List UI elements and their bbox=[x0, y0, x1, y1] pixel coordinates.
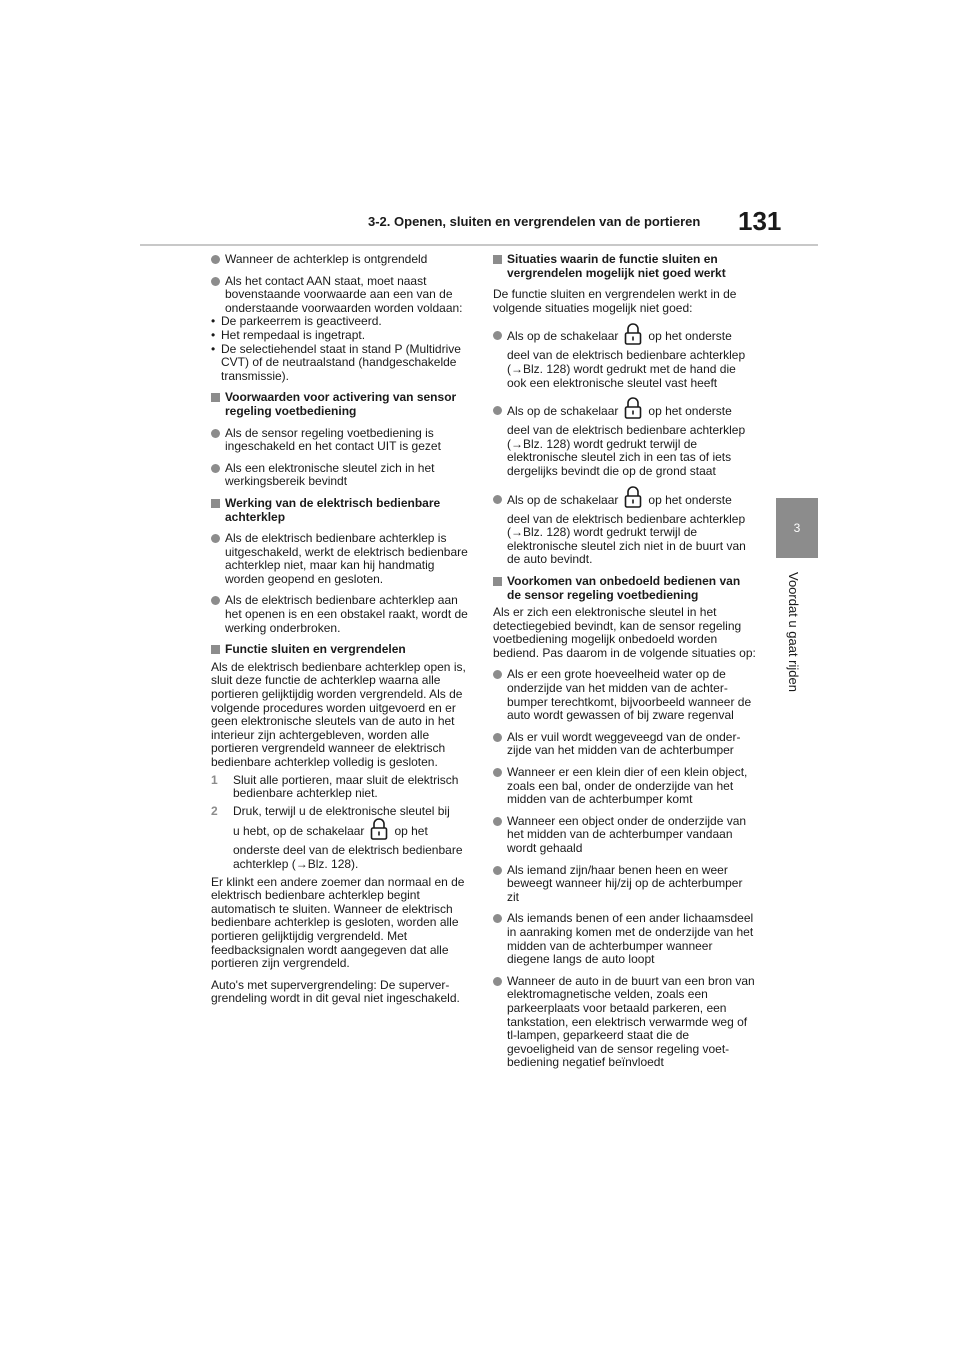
list-item bbox=[493, 323, 757, 390]
list-item-text: Als op de schakelaar bbox=[507, 329, 619, 344]
section-heading-text: Functie sluiten en vergrendelen bbox=[225, 642, 406, 657]
sub-bullet-mark: • bbox=[211, 314, 216, 329]
sub-bullet-mark: • bbox=[211, 341, 216, 356]
bullet-icon bbox=[493, 866, 502, 875]
step-number: 1 bbox=[211, 772, 218, 787]
list-item bbox=[211, 253, 473, 267]
list-item-text-with-icon bbox=[507, 398, 757, 424]
body-paragraph: Er klinkt een andere zoemer dan normaal en de elektrisch bedienbare achterklep begint automatisch te sluiten. Wanneer de elektrisch bedienbare achterklep is gesloten, worden alle portieren gelijktijdig vergrendeld. Met feedbacksignalen wordt aangegeven dat alle portieren zijn vergrendeld. bbox=[211, 874, 465, 971]
page-number: 131 bbox=[738, 206, 782, 236]
step-text: op het bbox=[394, 824, 428, 839]
bullet-icon bbox=[493, 670, 502, 679]
list-item-text: Als een elektronische sleutel zich in het werkingsbereik bevindt bbox=[225, 460, 435, 489]
list-item-text: op het onderste bbox=[648, 404, 732, 419]
sub-list-item bbox=[211, 343, 473, 384]
section-heading bbox=[493, 575, 757, 602]
step-text: Druk, terwijl u de elektronische sleutel bij bbox=[233, 803, 450, 818]
padlock-switch-icon bbox=[624, 322, 642, 346]
list-item-text: Als iemands benen of een ander lichaamsdeel in aanraking komen met de onderzijde van het midden van de achterbumper wanneer diegene langs de auto loopt bbox=[507, 911, 754, 967]
body-paragraph: Als er zich een elektronische sleutel in het detectiegebied bevindt, kan de sensor regeling voetbediening mogelijk onbedoeld worden bediend. Pas daarom in de volgende situaties op: bbox=[493, 605, 756, 660]
list-item-text: Wanneer de achterklep is ontgrendeld bbox=[225, 252, 428, 266]
list-item-text: op het onderste bbox=[648, 492, 732, 507]
bullet-icon bbox=[493, 331, 502, 340]
heading-marker-icon bbox=[211, 645, 220, 654]
padlock-switch-icon bbox=[624, 485, 642, 509]
sub-bullet-mark: • bbox=[211, 327, 216, 342]
list-item-text: deel van de elektrisch bedienbare achterklep (→Blz. 128) wordt gedrukt terwijl de elektronische sleutel zich niet in de buurt van de auto bevindt. bbox=[507, 511, 746, 567]
list-item bbox=[493, 815, 757, 856]
section-heading-text: Werking van de elektrisch bedienbare achterklep bbox=[225, 495, 441, 524]
list-item bbox=[493, 975, 757, 1070]
section-title: 3-2. Openen, sluiten en vergrendelen van de portieren bbox=[368, 214, 701, 229]
sub-list-item-text: Het rempedaal is ingetrapt. bbox=[221, 327, 366, 342]
list-item-text: Als er een grote hoeveelheid water op de onderzijde van het midden van de achterbumper terechtkomt, bijvoorbeeld wanneer de auto wordt gewassen of bij zware regenval bbox=[507, 667, 752, 723]
list-item bbox=[211, 594, 473, 635]
padlock-switch-icon bbox=[370, 817, 388, 841]
heading-marker-icon bbox=[211, 393, 220, 402]
bullet-icon bbox=[493, 495, 502, 504]
section-heading bbox=[211, 497, 473, 524]
list-item-text: Als het contact AAN staat, moet naast bovenstaande voorwaarde aan een van de onderstaande voorwaarden worden voldaan: bbox=[225, 273, 463, 315]
bullet-icon bbox=[211, 277, 220, 286]
list-item-text: deel van de elektrisch bedienbare achterklep (→Blz. 128) wordt gedrukt met de hand die ook een elektronische sleutel vast heeft bbox=[507, 348, 746, 390]
list-item bbox=[211, 532, 473, 586]
list-item-text: Wanneer de auto in de buurt van een bron van elektromagnetische velden, zoals een parkeerplaats voor betaald parkeren, een tankstation, een elektrisch verwarmde weg of tl-lampen, geparkeerd staat die de gevoeligheid van de sensor regeling voetbediening negatief beïnvloedt bbox=[507, 973, 755, 1070]
bullet-icon bbox=[493, 406, 502, 415]
list-item bbox=[211, 275, 473, 316]
list-item-text: op het onderste bbox=[648, 329, 732, 344]
list-item-text: Als op de schakelaar bbox=[507, 492, 619, 507]
right-column bbox=[493, 253, 757, 1078]
bullet-icon bbox=[493, 977, 502, 986]
step-number: 2 bbox=[211, 803, 218, 818]
list-item-text: Als op de schakelaar bbox=[507, 404, 619, 419]
chapter-tab-number: 3 bbox=[793, 521, 801, 535]
list-item-text-with-icon bbox=[507, 487, 757, 513]
list-item-text: Als de sensor regeling voetbediening is ingeschakeld en het contact UIT is gezet bbox=[225, 425, 441, 454]
step-text: Sluit alle portieren, maar sluit de elektrisch bedienbare achterklep niet. bbox=[233, 772, 459, 801]
padlock-switch-icon bbox=[624, 396, 642, 420]
step-text: u hebt, op de schakelaar bbox=[233, 824, 365, 839]
left-column bbox=[211, 253, 473, 1014]
heading-marker-icon bbox=[493, 577, 502, 586]
list-item bbox=[493, 668, 757, 722]
section-heading bbox=[493, 253, 757, 280]
list-item bbox=[493, 731, 757, 758]
body-paragraph: Auto's met supervergrendeling: De supervergrendeling wordt in dit geval niet ingeschakeld. bbox=[211, 977, 460, 1006]
bullet-icon bbox=[493, 768, 502, 777]
list-item bbox=[493, 766, 757, 807]
list-item-text-with-icon bbox=[507, 323, 757, 349]
chapter-tab[interactable] bbox=[776, 498, 818, 558]
header-divider bbox=[140, 244, 818, 246]
list-item-text: Als de elektrisch bedienbare achterklep is uitgeschakeld, werkt de elektrisch bedienbare achterklep niet, maar kan hij handmatig worden geopend en gesloten. bbox=[225, 531, 468, 586]
list-item bbox=[493, 912, 757, 966]
list-item-text: Wanneer er een klein dier of een klein object, zoals een bal, onder de onderzijde van het midden van de achterbumper komt bbox=[507, 765, 748, 807]
body-paragraph: De functie sluiten en vergrendelen werkt in de volgende situaties mogelijk niet goed: bbox=[493, 287, 737, 315]
bullet-icon bbox=[493, 817, 502, 826]
heading-marker-icon bbox=[493, 255, 502, 264]
sub-list-item-text: De parkeerrem is geactiveerd. bbox=[221, 314, 382, 329]
chapter-label: Voordat u gaat rijden bbox=[786, 572, 801, 692]
step-text: onderste deel van de elektrisch bedienbare achterklep (→Blz. 128). bbox=[233, 843, 463, 871]
list-item-text: Als de elektrisch bedienbare achterklep aan het openen is en een obstakel raakt, wordt de werking onderbroken. bbox=[225, 593, 468, 635]
list-item bbox=[211, 462, 473, 489]
heading-marker-icon bbox=[211, 499, 220, 508]
section-heading-text: Voorwaarden voor activering van sensor regeling voetbediening bbox=[225, 390, 457, 418]
bullet-icon bbox=[211, 464, 220, 473]
bullet-icon bbox=[493, 733, 502, 742]
list-item bbox=[211, 427, 473, 454]
bullet-icon bbox=[211, 534, 220, 543]
bullet-icon bbox=[493, 914, 502, 923]
bullet-icon bbox=[211, 255, 220, 264]
sub-list bbox=[211, 315, 473, 383]
section-heading bbox=[211, 643, 473, 657]
step-text-with-icon bbox=[233, 818, 473, 844]
list-item-text: Wanneer een object onder de onderzijde van het midden van de achterbumper vandaan wordt gehaald bbox=[507, 813, 747, 855]
list-item bbox=[493, 398, 757, 478]
sub-list-item bbox=[211, 315, 473, 329]
list-item-text: Als iemand zijn/haar benen heen en weer beweegt wanneer hij/zij op de achterbumper zit bbox=[507, 862, 743, 904]
bullet-icon bbox=[211, 596, 220, 605]
step-item bbox=[211, 774, 473, 801]
section-heading-text: Situaties waarin de functie sluiten en vergrendelen mogelijk niet goed werkt bbox=[507, 252, 726, 280]
list-item-text: Als er vuil wordt weggeveegd van de onderzijde van het midden van de achterbumper bbox=[507, 729, 741, 758]
section-heading bbox=[211, 391, 473, 418]
list-item bbox=[493, 487, 757, 567]
sub-list-item-text: De selectiehendel staat in stand P (Multidrive CVT) of de neutraalstand (handgeschakelde transmissie). bbox=[221, 341, 461, 383]
list-item-text: deel van de elektrisch bedienbare achterklep (→Blz. 128) wordt gedrukt terwijl de elektronische sleutel zich in een tas of iets dergelijks bevindt die op de grond staat bbox=[507, 423, 746, 478]
bullet-icon bbox=[211, 429, 220, 438]
list-item bbox=[493, 864, 757, 905]
step-item bbox=[211, 805, 473, 872]
sub-list-item bbox=[211, 329, 473, 343]
section-heading-text: Voorkomen van onbedoeld bedienen van de sensor regeling voetbediening bbox=[507, 573, 741, 602]
body-paragraph: Als de elektrisch bedienbare achterklep open is, sluit deze functie de achterklep waarna alle portieren gelijktijdig worden vergrendeld. Als de volgende procedures worden uitgevoerd en er geen elektronische sleutels van de auto in het interieur zijn achtergebleven, worden alle portieren vergrendeld wanneer de elektrisch bedienbare achterklep volledig is gesloten. bbox=[211, 659, 466, 769]
